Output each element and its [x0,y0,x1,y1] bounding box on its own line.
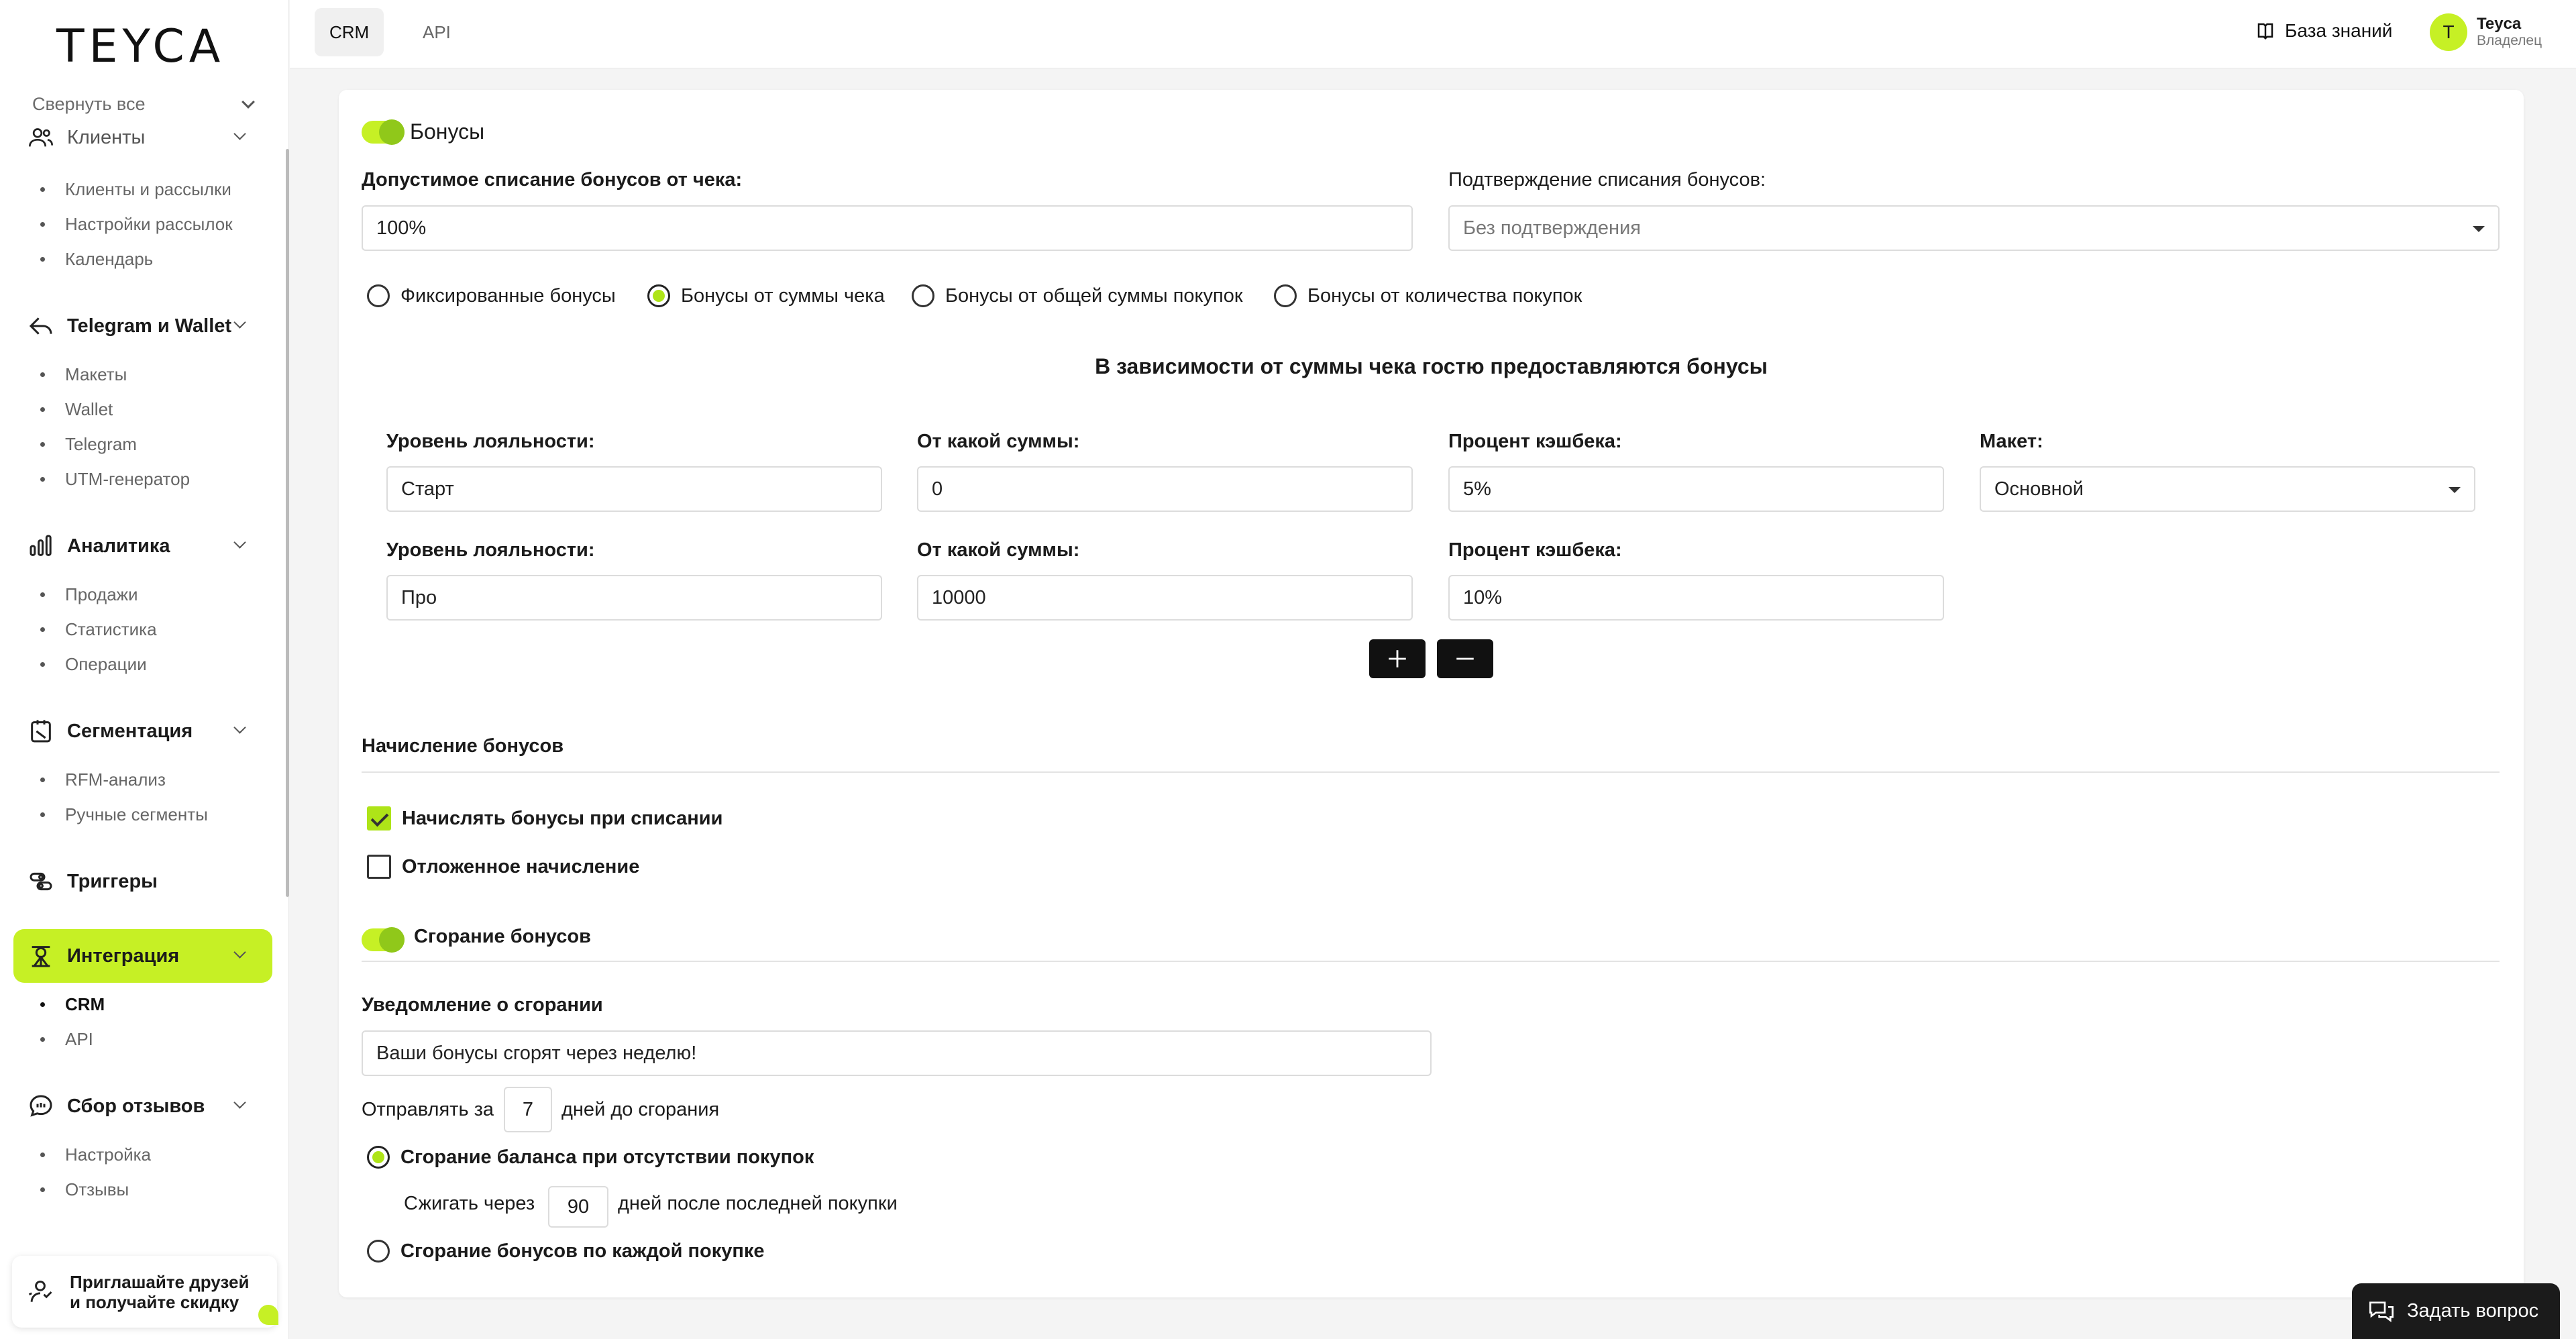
writeoff-input[interactable]: 100% [362,205,1413,251]
segment-icon [27,717,55,745]
writeoff-label: Допустимое списание бонусов от чека: [362,169,743,191]
topbar [290,0,2576,68]
invite-line-1: Приглашайте друзей [70,1271,250,1292]
user-role: Владелец [2477,33,2542,48]
tab-api[interactable]: API [423,21,451,42]
sidebar-item-calendar[interactable]: Календарь [40,249,153,270]
remove-level-button[interactable] [1437,639,1493,678]
ask-question-button[interactable] [2352,1283,2560,1339]
chevron-down-icon [241,95,255,109]
user-name: Teyca [2477,15,2522,33]
notify-text-input[interactable]: Ваши бонусы сгорят через неделю! [362,1030,1432,1076]
levels-heading: В зависимости от суммы чека гостю предоставляются бонусы [1095,354,1768,378]
cashback-label: Процент кэшбека: [1448,539,1622,561]
expiry-title: Сгорание бонусов [414,926,591,947]
add-level-button[interactable] [1369,639,1426,678]
mode-total-sum-radio[interactable] [912,284,1243,307]
send-suffix: дней до сгорания [561,1099,720,1120]
cashback-label: Процент кэшбека: [1448,431,1622,452]
sidebar-item-crm[interactable]: CRM [40,994,105,1015]
chevron-down-icon [233,316,246,328]
sidebar-item-reviews[interactable]: Отзывы [40,1179,129,1200]
checkbox-label: Отложенное начисление [402,855,640,877]
sidebar-item-utm-generator[interactable]: UTM-генератор [40,469,190,490]
sidebar-section-label: Telegram и Wallet [67,315,232,337]
sidebar-item-statistics[interactable]: Статистика [40,619,157,640]
book-icon [2255,21,2275,41]
mode-count-radio[interactable] [1274,284,1582,307]
integration-icon [27,942,55,970]
sidebar-item-sales[interactable]: Продажи [40,584,138,605]
sidebar-scrollbar[interactable] [286,149,289,897]
burn-each-purchase-radio[interactable] [367,1240,765,1263]
radio-circle-selected [367,1146,390,1169]
sidebar-nav [0,124,285,1231]
sidebar-item-api[interactable]: API [40,1029,93,1050]
user-menu[interactable] [2430,13,2542,51]
layout-select-value: Основной [1994,478,2084,500]
logo: TEYCA [56,20,225,73]
expiry-toggle[interactable] [362,928,405,951]
notify-label: Уведомление о сгорании [362,994,603,1016]
checkbox-checked [367,806,391,831]
confirm-select-value: Без подтверждения [1463,217,1641,239]
radio-circle [367,284,390,307]
checkbox-label: Начислять бонусы при списании [402,807,723,829]
mode-label: Фиксированные бонусы [400,284,616,307]
cashback-input[interactable]: 10% [1448,575,1944,621]
sidebar-section-label: Сбор отзывов [67,1095,205,1117]
radio-label: Сгорание баланса при отсутствии покупок [400,1146,814,1168]
bonuses-title: Бонусы [410,119,485,144]
sidebar-item-wallet[interactable]: Wallet [40,399,113,420]
mode-fixed-radio[interactable] [367,284,616,307]
sidebar-section-label: Аналитика [67,535,170,557]
accrual-title: Начисление бонусов [362,735,564,757]
sidebar-section-label: Интеграция [67,945,180,967]
caret-down-icon [2449,487,2461,493]
burn-on-inactivity-radio[interactable] [367,1146,814,1169]
sidebar-section-clients[interactable] [13,124,272,164]
sidebar-section-analytics[interactable] [13,519,272,573]
share-icon [27,312,55,340]
burn-days-input[interactable]: 90 [548,1186,608,1228]
radio-circle-selected [647,284,670,307]
send-prefix: Отправлять за [362,1099,494,1120]
sidebar-section-telegram-wallet[interactable] [13,299,272,353]
sidebar-section-reviews[interactable] [13,1079,272,1133]
radio-circle [1274,284,1297,307]
sidebar-item-layouts[interactable]: Макеты [40,364,127,385]
bonuses-toggle[interactable] [362,121,405,144]
level-label: Уровень лояльности: [386,539,595,561]
mode-check-sum-radio[interactable] [647,284,885,307]
deferred-accrual-checkbox[interactable] [367,855,639,879]
chevron-down-icon [233,127,246,140]
level-label: Уровень лояльности: [386,431,595,452]
sidebar-item-mailing-settings[interactable]: Настройки рассылок [40,214,233,235]
caret-down-icon [2473,226,2485,232]
layout-label: Макет: [1980,431,2043,452]
avatar: T [2430,13,2467,51]
sidebar-item-manual-segments[interactable]: Ручные сегменты [40,804,208,825]
users-icon [27,124,55,152]
triggers-icon [27,867,55,896]
radio-circle [912,284,934,307]
minus-icon [1454,647,1477,670]
ask-question-label: Задать вопрос [2407,1300,2539,1322]
chevron-down-icon [233,536,246,548]
mode-label: Бонусы от общей суммы покупок [945,284,1243,307]
from-sum-label: От какой суммы: [917,539,1080,561]
mode-label: Бонусы от суммы чека [681,284,885,307]
confirm-label: Подтверждение списания бонусов: [1448,169,1766,191]
level-input[interactable]: Старт [386,466,882,512]
chevron-down-icon [233,721,246,733]
radio-label: Сгорание бонусов по каждой покупке [400,1240,765,1262]
confirm-select[interactable] [1448,205,2500,251]
sidebar-section-integration[interactable] [13,929,272,983]
sidebar-section-triggers[interactable] [13,855,272,908]
sidebar-item-rfm-analysis[interactable]: RFM-анализ [40,769,166,790]
cashback-input[interactable]: 5% [1448,466,1944,512]
sidebar-item-clients-mailings[interactable]: Клиенты и рассылки [40,179,231,200]
mode-label: Бонусы от количества покупок [1307,284,1582,307]
from-sum-label: От какой суммы: [917,431,1080,452]
bar-chart-icon [27,532,55,560]
send-days-input[interactable]: 7 [504,1087,552,1132]
invite-users-icon [25,1277,55,1307]
radio-circle [367,1240,390,1263]
chat-icon [27,1092,55,1120]
invite-friends-banner[interactable] [12,1256,277,1328]
sidebar-section-segmentation[interactable] [13,704,272,758]
layout-select[interactable] [1980,466,2475,512]
invite-line-2: и получайте скидку [70,1291,239,1312]
burn-suffix: дней после последней покупки [618,1193,898,1214]
sidebar [0,0,289,1339]
chevron-down-icon [233,946,246,958]
sidebar-section-label: Клиенты [67,126,146,148]
checkbox-unchecked [367,855,391,879]
bonus-settings-card [339,90,2524,1297]
collapse-all-label: Свернуть все [32,94,146,114]
from-sum-input[interactable]: 0 [917,466,1413,512]
tab-crm[interactable]: CRM [315,8,384,56]
accent-dot [258,1305,278,1325]
level-input[interactable]: Про [386,575,882,621]
knowledge-base-label: База знаний [2285,20,2393,41]
sidebar-item-review-settings[interactable]: Настройка [40,1144,151,1165]
accrue-on-writeoff-checkbox[interactable] [367,806,722,831]
sidebar-item-telegram[interactable]: Telegram [40,434,137,455]
divider [362,771,2500,773]
divider [362,961,2500,962]
chevron-down-icon [233,1096,246,1108]
chat-bubbles-icon [2367,1298,2396,1325]
plus-icon [1386,647,1409,670]
sidebar-item-operations[interactable]: Операции [40,654,147,675]
sidebar-section-label: Сегментация [67,720,193,742]
from-sum-input[interactable]: 10000 [917,575,1413,621]
sidebar-section-label: Триггеры [67,870,158,892]
knowledge-base-link[interactable] [2255,20,2392,42]
burn-prefix: Сжигать через [404,1193,535,1214]
collapse-all-button[interactable] [32,94,257,115]
